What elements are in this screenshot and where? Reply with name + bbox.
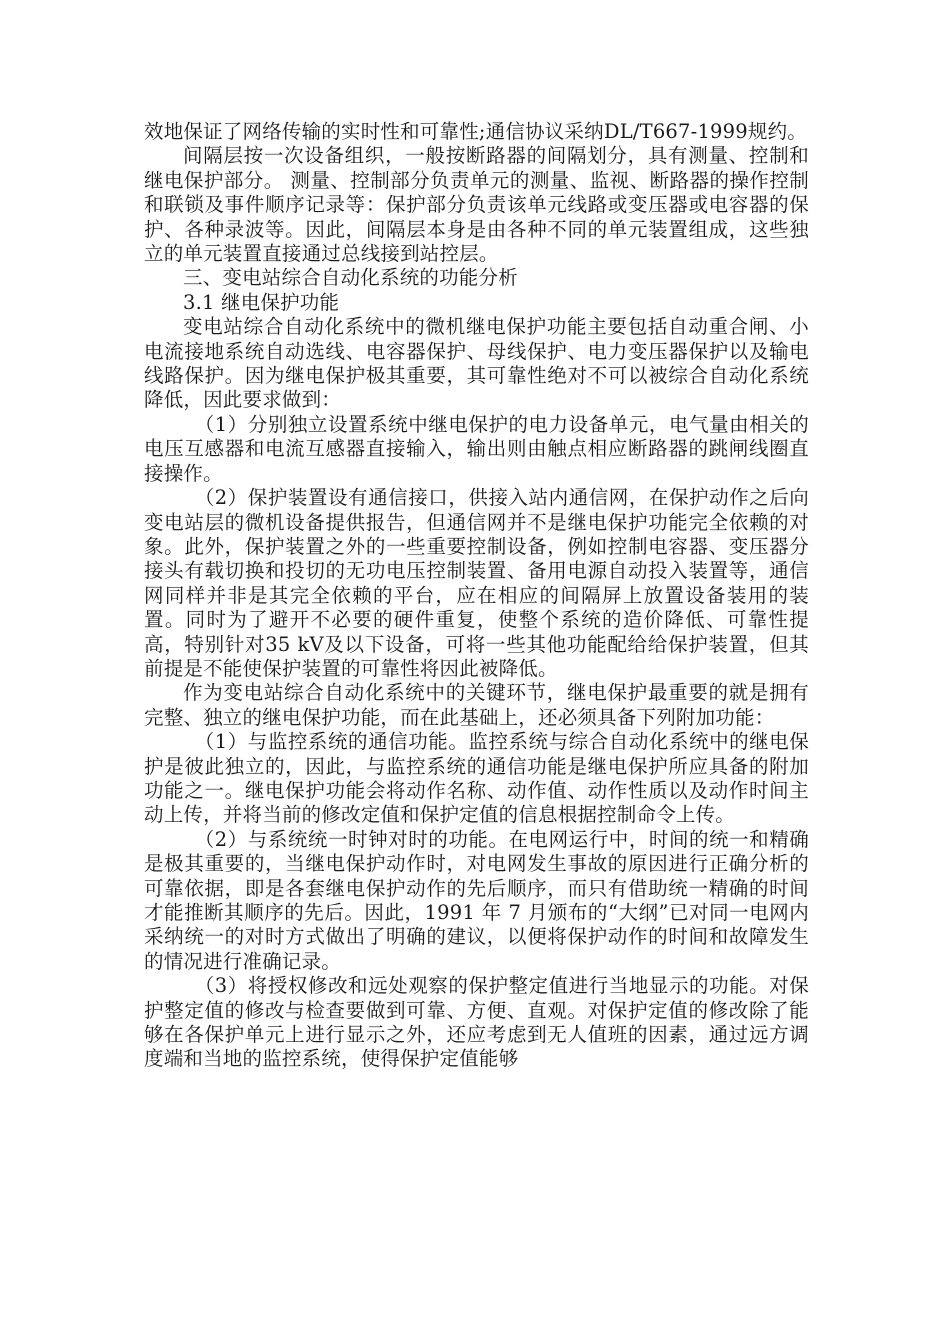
paragraph-network-protocol: 效地保证了网络传输的实时性和可靠性;通信协议采纳DL/T667-1999规约。 — [144, 120, 807, 143]
paragraph-relay-overview: 变电站综合自动化系统中的微机继电保护功能主要包括自动重合闸、小电流接地系统自动选线、电容器保护、母线保护、电力变压器保护以及输电线路保护。因为继电保护极其重要，其可靠性绝对不可以被综合自动化系统降低，因此要求做到： — [144, 315, 809, 412]
paragraph-additional-functions: 作为变电站综合自动化系统中的关键环节，继电保护最重要的就是拥有完整、独立的继电保护功能，而在此基础上，还必须具备下列附加功能： — [144, 681, 809, 729]
list-item-requirement-2: （2）保护装置设有通信接口，供接入站内通信网，在保护动作之后向变电站层的微机设备提供报告，但通信网并不是继电保护功能完全依赖的对象。此外，保护装置之外的一些重要控制设备，例如控制电容器、变压器分接头有载切换和投切的无功电压控制装置、备用电源自动投入装置等，通信网同样并非是其完全依赖的平台，应在相应的间隔屏上放置设备装用的装置。同时为了避开不必要的硬件重复，使整个系统的造价降低、可靠性提高，特别针对35 kV及以下设备，可将一些其他功能配给给保护装置，但其前提是不能使保护装置的可靠性将因此被降低。 — [144, 486, 809, 680]
document-body — [144, 120, 809, 1072]
list-item-requirement-1: （1）分别独立设置系统中继电保护的电力设备单元，电气量由相关的电压互感器和电流互感器直接输入，输出则由触点相应断路器的跳闸线圈直接操作。 — [144, 412, 809, 485]
list-item-function-2: （2）与系统统一时钟对时的功能。在电网运行中，时间的统一和精确是极其重要的，当继电保护动作时，对电网发生事故的原因进行正确分析的可靠依据，即是各套继电保护动作的先后顺序，而只有借助统一精确的时间才能推断其顺序的先后。因此，1991 年 7 月颁布的“大纲”已对同一电网内采纳统一的对时方式做出了明确的建议，以便将保护动作的时间和故障发生的情况进行准确记录。 — [144, 827, 809, 973]
list-item-function-3: （3）将授权修改和远处观察的保护整定值进行当地显示的功能。对保护整定值的修改与检查要做到可靠、方便、直观。对保护定值的修改除了能够在各保护单元上进行显示之外，还应考虑到无人值班的因素，通过远方调度端和当地的监控系统，使得保护定值能够 — [144, 974, 809, 1071]
section-heading-function-analysis: 三、变电站综合自动化系统的功能分析 — [183, 266, 518, 290]
subsection-heading-relay-protection: 3.1 继电保护功能 — [183, 290, 340, 314]
list-item-function-1: （1）与监控系统的通信功能。监控系统与综合自动化系统中的继电保护是彼此独立的，因此，与监控系统的通信功能是继电保护所应具备的附加功能之一。继电保护功能会将动作名称、动作值、动作性质以及动作时间主动上传，并将当前的修改定值和保护定值的信息根据控制命令上传。 — [144, 730, 809, 827]
paragraph-bay-layer: 间隔层按一次设备组织，一般按断路器的间隔划分，具有测量、控制和继电保护部分。 测量、控制部分负责单元的测量、监视、断路器的操作控制和联锁及事件顺序记录等：保护部分负责该单元线路或变压器或电容器的保护、各种录波等。因此，间隔层本身是由各种不同的单元装置组成，这些独立的单元装置直接通过总线接到站控层。 — [144, 144, 809, 266]
